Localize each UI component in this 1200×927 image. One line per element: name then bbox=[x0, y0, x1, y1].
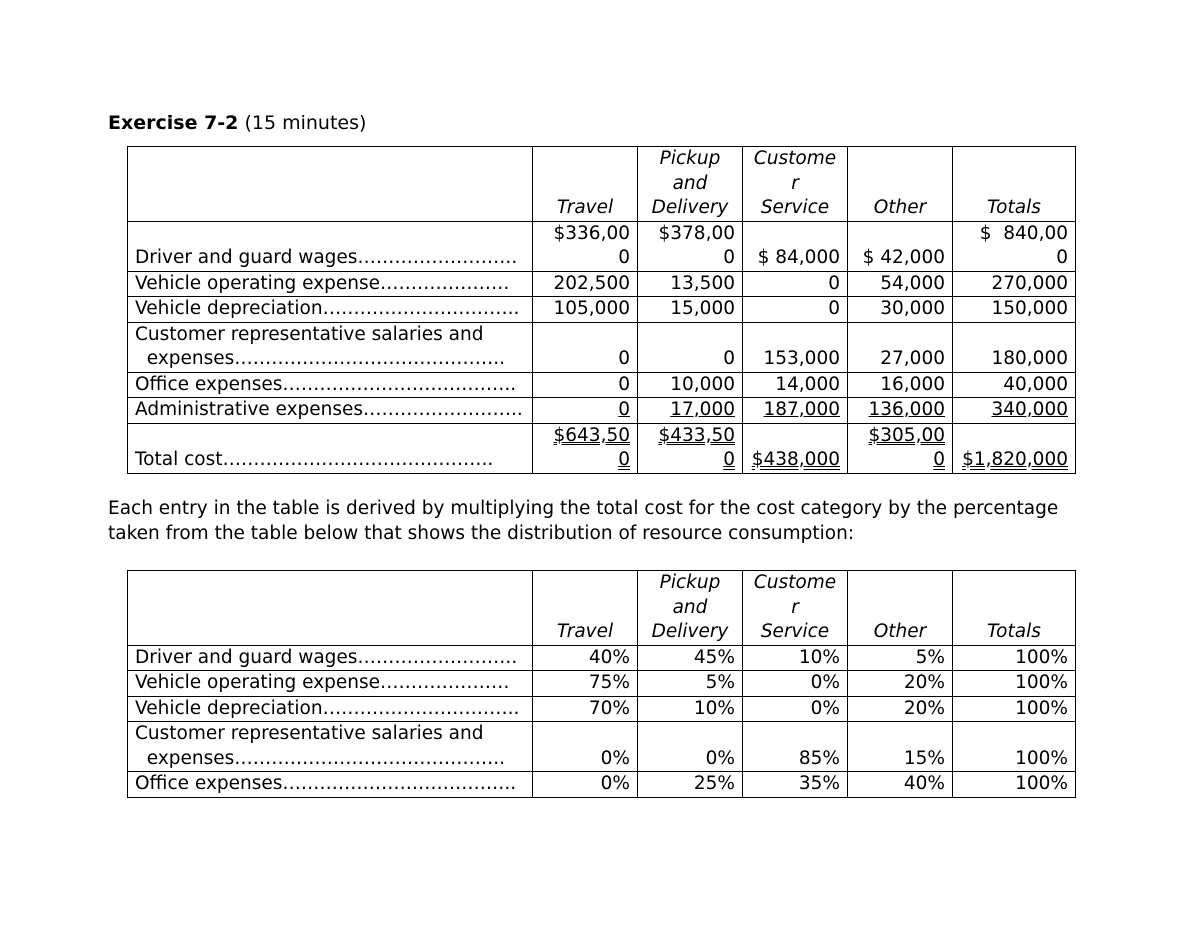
cell-travel: 0% bbox=[533, 772, 638, 798]
cell-pickup: $433,50 0 bbox=[638, 423, 743, 473]
cell-travel: 0 bbox=[533, 398, 638, 424]
cell-service: $ 84,000 bbox=[743, 221, 848, 271]
cell-totals: 100% bbox=[953, 671, 1076, 697]
cell-service: 0 bbox=[743, 297, 848, 323]
cost-table bbox=[127, 146, 1076, 474]
explanation-paragraph: Each entry in the table is derived by multiplying the total cost for the cost category by the percentage taken from the table below that shows the distribution of resource consumption: bbox=[108, 498, 1059, 544]
cell-pickup: 17,000 bbox=[638, 398, 743, 424]
header-travel: Travel bbox=[533, 571, 638, 646]
exercise-title-duration: (15 minutes) bbox=[238, 112, 367, 134]
cell-other: 136,000 bbox=[848, 398, 953, 424]
cell-service: 187,000 bbox=[743, 398, 848, 424]
cell-other: 30,000 bbox=[848, 297, 953, 323]
cell-pickup: 10% bbox=[638, 696, 743, 722]
cell-pickup: 15,000 bbox=[638, 297, 743, 323]
cell-totals: $1,820,000 bbox=[953, 423, 1076, 473]
table-row bbox=[128, 271, 1076, 297]
table-row bbox=[128, 722, 1076, 772]
header-blank bbox=[128, 147, 533, 222]
row-label: Administrative expenses…………………….. bbox=[128, 398, 533, 424]
row-label: Customer representative salaries and expenses…………………………………….. bbox=[128, 722, 533, 772]
row-label: Driver and guard wages…………………….. bbox=[128, 645, 533, 671]
cell-other: $ 42,000 bbox=[848, 221, 953, 271]
header-customer-service: Custome r Service bbox=[743, 147, 848, 222]
total-row bbox=[128, 423, 1076, 473]
cell-totals: 180,000 bbox=[953, 322, 1076, 372]
row-label: Vehicle depreciation………………………….. bbox=[128, 297, 533, 323]
cell-service: 0% bbox=[743, 696, 848, 722]
header-blank bbox=[128, 571, 533, 646]
cell-service: 0 bbox=[743, 271, 848, 297]
row-label: Vehicle operating expense………………… bbox=[128, 271, 533, 297]
row-label: Total cost…………………………………….. bbox=[128, 423, 533, 473]
cell-other: 27,000 bbox=[848, 322, 953, 372]
row-label: Vehicle operating expense………………… bbox=[128, 671, 533, 697]
row-label: Customer representative salaries and expenses…………………………………….. bbox=[128, 322, 533, 372]
cell-pickup: 5% bbox=[638, 671, 743, 697]
cell-travel: $643,50 0 bbox=[533, 423, 638, 473]
cell-pickup: 45% bbox=[638, 645, 743, 671]
cell-totals: 270,000 bbox=[953, 271, 1076, 297]
table-row bbox=[128, 372, 1076, 398]
exercise-title-bold: Exercise 7-2 bbox=[108, 112, 239, 134]
cell-pickup: 0 bbox=[638, 322, 743, 372]
cell-pickup: 25% bbox=[638, 772, 743, 798]
cell-pickup: $378,00 0 bbox=[638, 221, 743, 271]
cell-travel: 105,000 bbox=[533, 297, 638, 323]
cell-other: $305,00 0 bbox=[848, 423, 953, 473]
table-row bbox=[128, 297, 1076, 323]
cell-service: 0% bbox=[743, 671, 848, 697]
cell-travel: 0% bbox=[533, 722, 638, 772]
header-travel: Travel bbox=[533, 147, 638, 222]
row-label: Driver and guard wages…………………….. bbox=[128, 221, 533, 271]
cell-travel: 70% bbox=[533, 696, 638, 722]
table-row bbox=[128, 772, 1076, 798]
cell-pickup: 10,000 bbox=[638, 372, 743, 398]
cell-travel: 75% bbox=[533, 671, 638, 697]
header-pickup-delivery: Pickup and Delivery bbox=[638, 571, 743, 646]
cell-service: 14,000 bbox=[743, 372, 848, 398]
header-other: Other bbox=[848, 571, 953, 646]
cell-totals: 100% bbox=[953, 772, 1076, 798]
cell-service: 10% bbox=[743, 645, 848, 671]
cell-totals: 150,000 bbox=[953, 297, 1076, 323]
cell-totals: 340,000 bbox=[953, 398, 1076, 424]
cell-service: 85% bbox=[743, 722, 848, 772]
cell-pickup: 0% bbox=[638, 722, 743, 772]
cell-other: 20% bbox=[848, 696, 953, 722]
cost-table-header bbox=[128, 147, 1076, 222]
header-customer-service: Custome r Service bbox=[743, 571, 848, 646]
cell-other: 54,000 bbox=[848, 271, 953, 297]
header-totals: Totals bbox=[953, 147, 1076, 222]
cell-other: 16,000 bbox=[848, 372, 953, 398]
cell-other: 5% bbox=[848, 645, 953, 671]
table-row bbox=[128, 645, 1076, 671]
cell-travel: $336,00 0 bbox=[533, 221, 638, 271]
table-row bbox=[128, 322, 1076, 372]
row-label: Office expenses……………………………….. bbox=[128, 372, 533, 398]
cell-travel: 40% bbox=[533, 645, 638, 671]
exercise-title bbox=[108, 112, 366, 134]
cell-pickup: 13,500 bbox=[638, 271, 743, 297]
cell-totals: 100% bbox=[953, 722, 1076, 772]
cell-service: 153,000 bbox=[743, 322, 848, 372]
cell-service: $438,000 bbox=[743, 423, 848, 473]
cell-travel: 0 bbox=[533, 372, 638, 398]
header-pickup-delivery: Pickup and Delivery bbox=[638, 147, 743, 222]
cell-other: 15% bbox=[848, 722, 953, 772]
cell-other: 20% bbox=[848, 671, 953, 697]
cell-totals: 100% bbox=[953, 696, 1076, 722]
header-totals: Totals bbox=[953, 571, 1076, 646]
cell-travel: 202,500 bbox=[533, 271, 638, 297]
table-row bbox=[128, 221, 1076, 271]
cell-totals: 100% bbox=[953, 645, 1076, 671]
table-row bbox=[128, 696, 1076, 722]
percentage-table bbox=[127, 570, 1076, 798]
row-label: Vehicle depreciation………………………….. bbox=[128, 696, 533, 722]
table-row bbox=[128, 398, 1076, 424]
percentage-table-header bbox=[128, 571, 1076, 646]
table-row bbox=[128, 671, 1076, 697]
row-label: Office expenses……………………………….. bbox=[128, 772, 533, 798]
cell-totals: 40,000 bbox=[953, 372, 1076, 398]
header-other: Other bbox=[848, 147, 953, 222]
cell-other: 40% bbox=[848, 772, 953, 798]
cell-travel: 0 bbox=[533, 322, 638, 372]
cell-totals: $ 840,00 0 bbox=[953, 221, 1076, 271]
cell-service: 35% bbox=[743, 772, 848, 798]
